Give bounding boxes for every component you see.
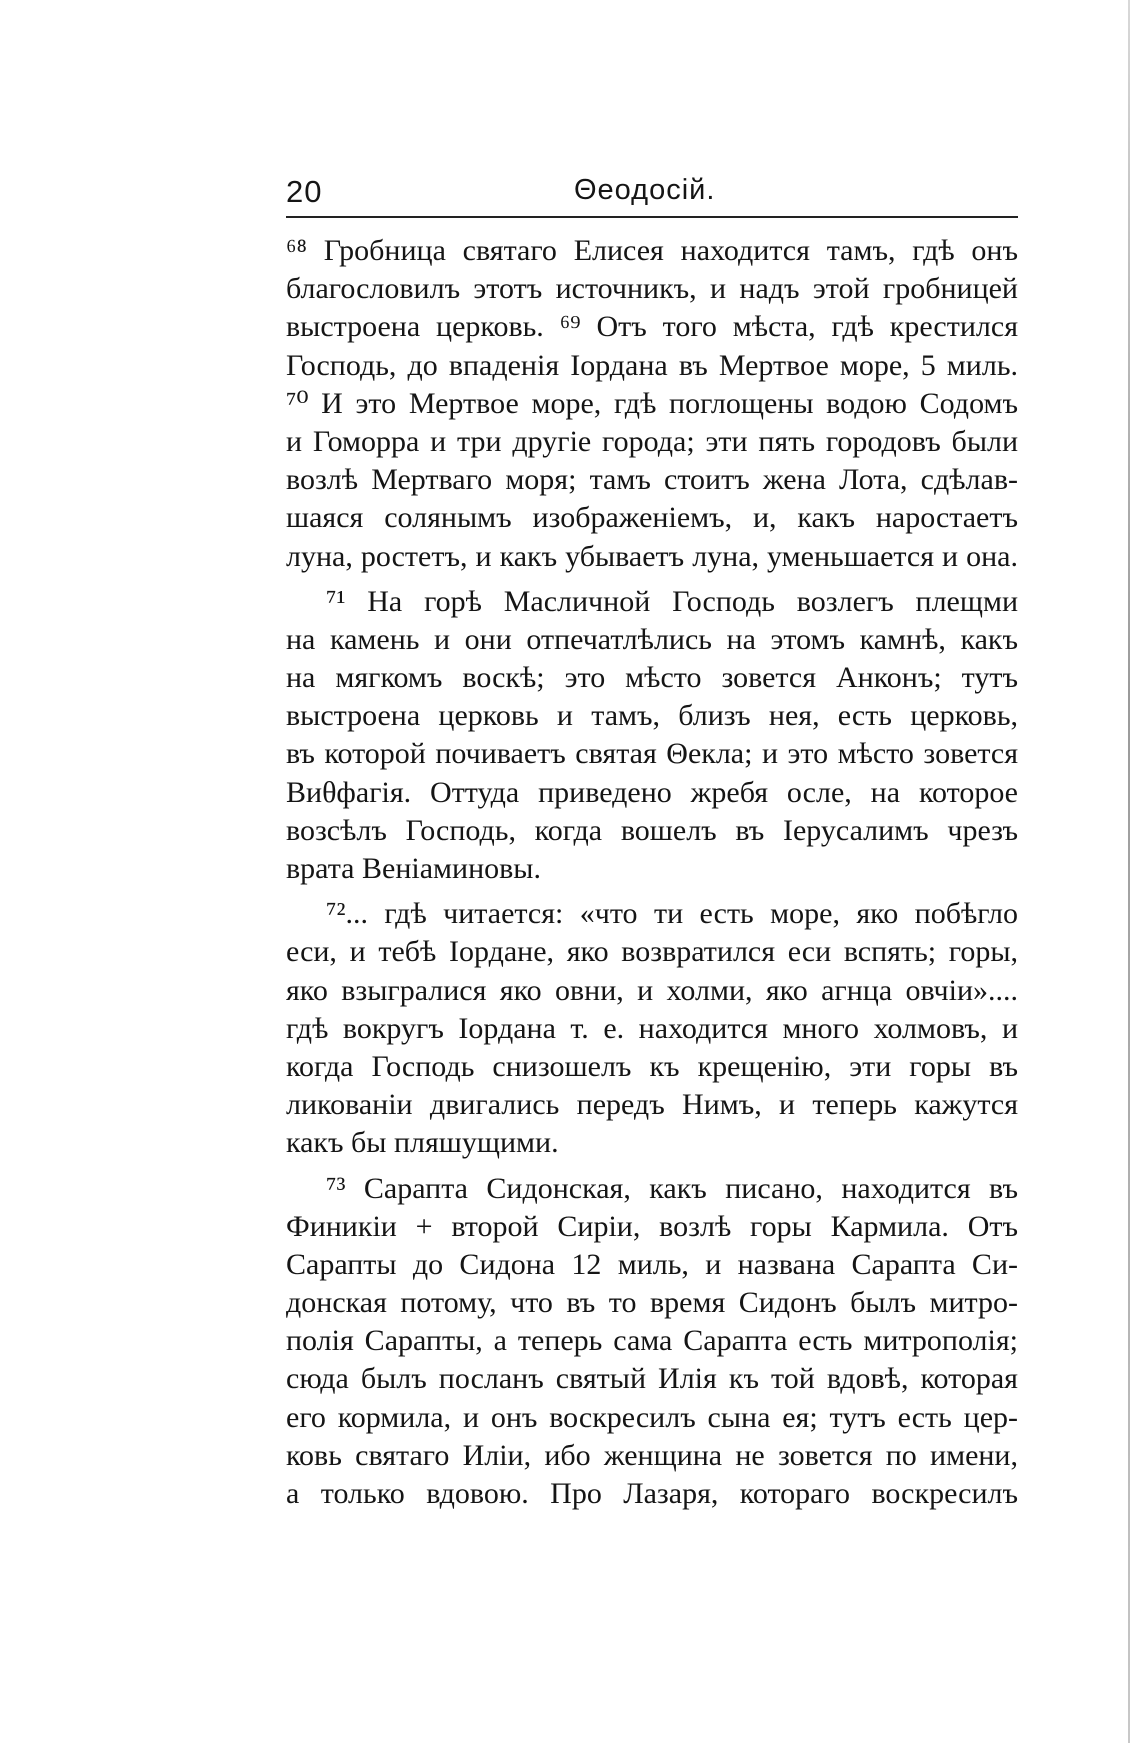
text-line: и Гоморра и три другіе города; эти пять городовъ были [286, 424, 1018, 458]
text-line: ⁷⁰ И это Мертвое море, гдѣ поглощены водою Содомъ [286, 386, 1018, 420]
text-line: полія Сарапты, а теперь сама Сарапта есть митрополія; [286, 1324, 1018, 1358]
header-rule [286, 216, 1018, 218]
text-line: ковь святаго Иліи, ибо женщина не зовется по имени, [286, 1438, 1018, 1472]
text-line: Сарапты до Сидона 12 миль, и названа Сарапта Си- [286, 1247, 1018, 1281]
text-line: ликованіи двигались передъ Нимъ, и теперь кажутся [286, 1088, 1018, 1122]
text-line: ⁷³ Сарапта Сидонская, какъ писано, находится въ [326, 1171, 1018, 1205]
text-line: на камень и они отпечатлѣлись на этомъ камнѣ, какъ [286, 622, 1018, 656]
text-line: шаяся солянымъ изображеніемъ, и, какъ наростаетъ [286, 501, 1018, 535]
text-line: возсѣлъ Господь, когда вошелъ въ Іерусалимъ чрезъ [286, 813, 1018, 847]
text-line: въ которой почиваетъ святая Θекла; и это мѣсто зовется [286, 737, 1018, 771]
text-line: луна, ростетъ, и какъ убываетъ луна, уменьшается и она. [286, 539, 1018, 573]
text-line: Господь, до впаденія Іордана въ Мертвое море, 5 миль. [286, 348, 1018, 382]
text-line: яко взыгралися яко овни, и холми, яко агнца овчіи».... [286, 973, 1018, 1007]
text-line: врата Веніаминовы. [286, 852, 541, 885]
text-line: донская потому, что въ то время Сидонъ былъ митро- [286, 1286, 1018, 1320]
text-line: сюда былъ посланъ святый Илія къ той вдовѣ, которая [286, 1362, 1018, 1396]
page-edge-shadow [1128, 0, 1130, 1743]
text-line: какъ бы пляшущими. [286, 1126, 559, 1160]
page-number: 20 [286, 174, 323, 209]
text-line: выстроена церковь и тамъ, близъ нея, есть церковь, [286, 699, 1018, 733]
text-line: Финикіи + второй Сиріи, возлѣ горы Кармила. Отъ [286, 1209, 1018, 1243]
text-line: а только вдовою. Про Лазаря, котораго воскресилъ [286, 1477, 1018, 1510]
text-line: ⁷¹ На горѣ Масличной Господь возлегъ плещми [326, 584, 1018, 618]
text-line: гдѣ вокругъ Іордана т. е. находится много холмовъ, и [286, 1011, 1018, 1045]
running-title: Θеодосій. [574, 174, 716, 206]
text-line: когда Господь снизошелъ къ крещенію, эти горы въ [286, 1049, 1018, 1083]
text-line: еси, и тебѣ Іордане, яко возвратился еси вспять; горы, [286, 935, 1018, 969]
text-line: его кормила, и онъ воскресилъ сына ея; тутъ есть цер- [286, 1400, 1018, 1434]
text-line: Виθфагія. Оттуда приведено жребя осле, на которое [286, 775, 1018, 809]
text-line: возлѣ Мертваго моря; тамъ стоитъ жена Лота, сдѣлав- [286, 463, 1018, 497]
text-line: ⁶⁸ Гробница святаго Елисея находится тамъ, гдѣ онъ [286, 234, 1018, 267]
body-text [286, 232, 1018, 1513]
text-line: на мягкомъ воскѣ; это мѣсто зовется Анконъ; тутъ [286, 661, 1018, 695]
running-header [286, 168, 1018, 216]
text-line: ⁷²... гдѣ читается: «что ти есть море, яко побѣгло [326, 897, 1018, 931]
text-line: выстроена церковь. ⁶⁹ Отъ того мѣста, гдѣ крестился [286, 310, 1018, 344]
text-line: благословилъ этотъ источникъ, и надъ этой гробницей [286, 272, 1018, 306]
